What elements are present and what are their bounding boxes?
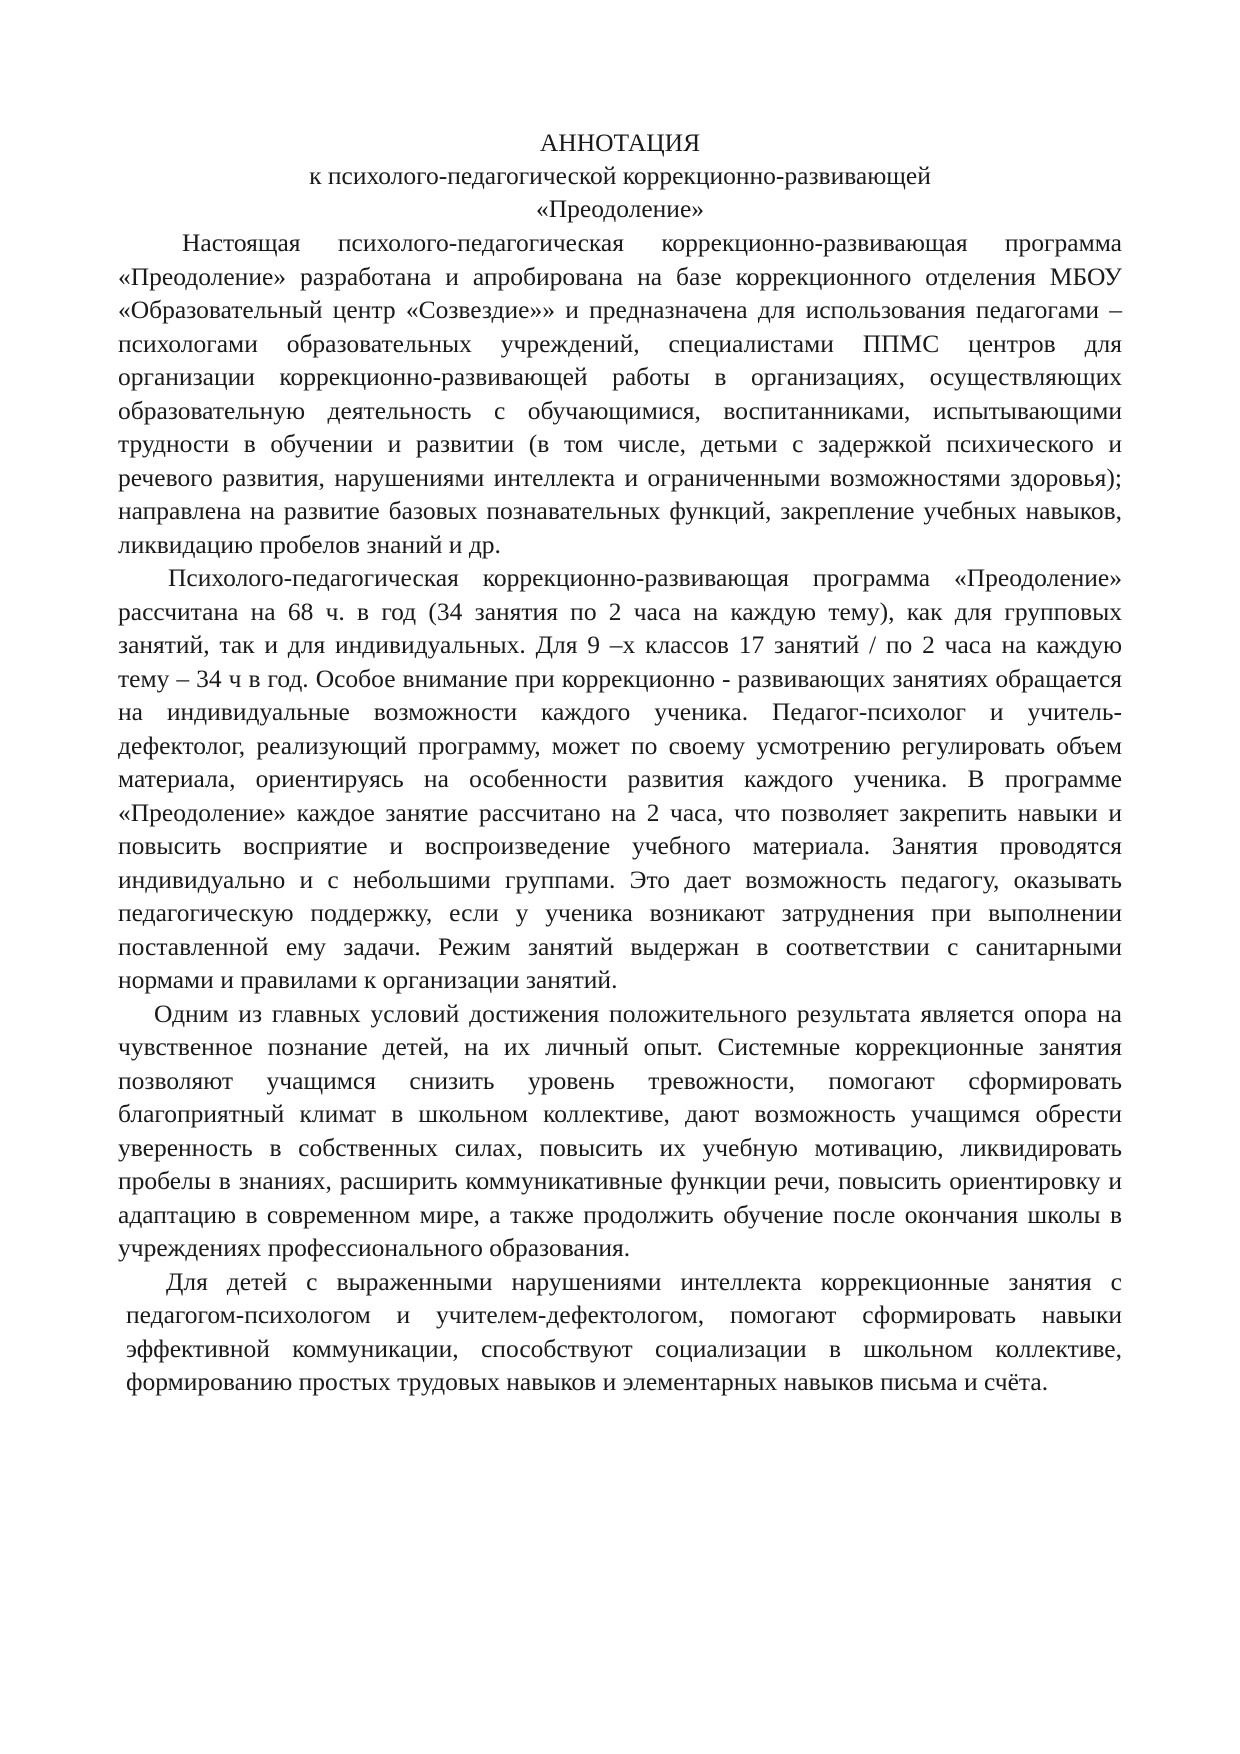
paragraph-severe-needs: Для детей с выраженными нарушениями интеллекта коррекционные занятия с педагогом-психологом и учителем-дефектологом, помогают сформировать навыки эффективной коммуникации, способствуют социализации в школьном коллективе, формированию простых трудовых навыков и элементарных навыков письма и счёта. — [126, 1266, 1122, 1396]
document-subtitle: к психолого-педагогической коррекционно-развивающей — [309, 161, 931, 190]
paragraph-conditions: Одним из главных условий достижения положительного результата является опора на чувственное познание детей, на их личный опыт. Системные коррекционные занятия позволяют учащимся снизить уровень тревожности, помогают сформировать благоприятный климат в школьном коллективе, дают возможность учащимся обрести уверенность в собственных силах, повысить их учебную мотивацию, ликвидировать пробелы в знаниях, расширить коммуникативные функции речи, повысить ориентировку и адаптацию в современном мире, а также продолжить обучение после окончания школы в учреждениях профессионального образования. — [118, 998, 1122, 1262]
paragraph-intro: Настоящая психолого-педагогическая коррекционно-развивающая программа «Преодоление» разработана и апробирована на базе коррекционного отделения МБОУ «Образовательный центр «Созвездие»» и предназначена для использования педагогами – психологами образовательных учреждений, специалистами ППМС центров для организации коррекционно-развивающей работы в организациях, осуществляющих образовательную деятельность с обучающимися, воспитанниками, испытывающими трудности в обучении и развитии (в том числе, детьми с задержкой психического и речевого развития, нарушениями интеллекта и ограниченными возможностями здоровья); направлена на развитие базовых познавательных функций, закрепление учебных навыков, ликвидацию пробелов знаний и др. — [118, 228, 1122, 559]
paragraph-schedule: Психолого-педагогическая коррекционно-развивающая программа «Преодоление» рассчитана на 68 ч. в год (34 занятия по 2 часа на каждую тему), как для групповых занятий, так и для индивидуальных. Для 9 –х классов 17 занятий / по 2 часа на каждую тему – 34 ч в год. Особое внимание при коррекционно - развивающих занятиях обращается на индивидуальные возможности каждого ученика. Педагог-психолог и учитель-дефектолог, реализующий программу, может по своему усмотрению регулировать объем материала, ориентируясь на особенности развития каждого ученика. В программе «Преодоление» каждое занятие рассчитано на 2 часа, что позволяет закрепить навыки и повысить восприятие и воспроизведение учебного материала. Занятия проводятся индивидуально и с небольшими группами. Это дает возможность педагогу, оказывать педагогическую поддержку, если у ученика возникают затруднения при выполнении поставленной ему задачи. Режим занятий выдержан в соответствии с санитарными нормами и правилами к организации занятий. — [118, 563, 1122, 994]
document-title: АННОТАЦИЯ — [539, 128, 701, 157]
document-body — [118, 226, 1122, 1399]
program-name: «Преодоление» — [535, 194, 705, 223]
document-header — [118, 126, 1122, 225]
